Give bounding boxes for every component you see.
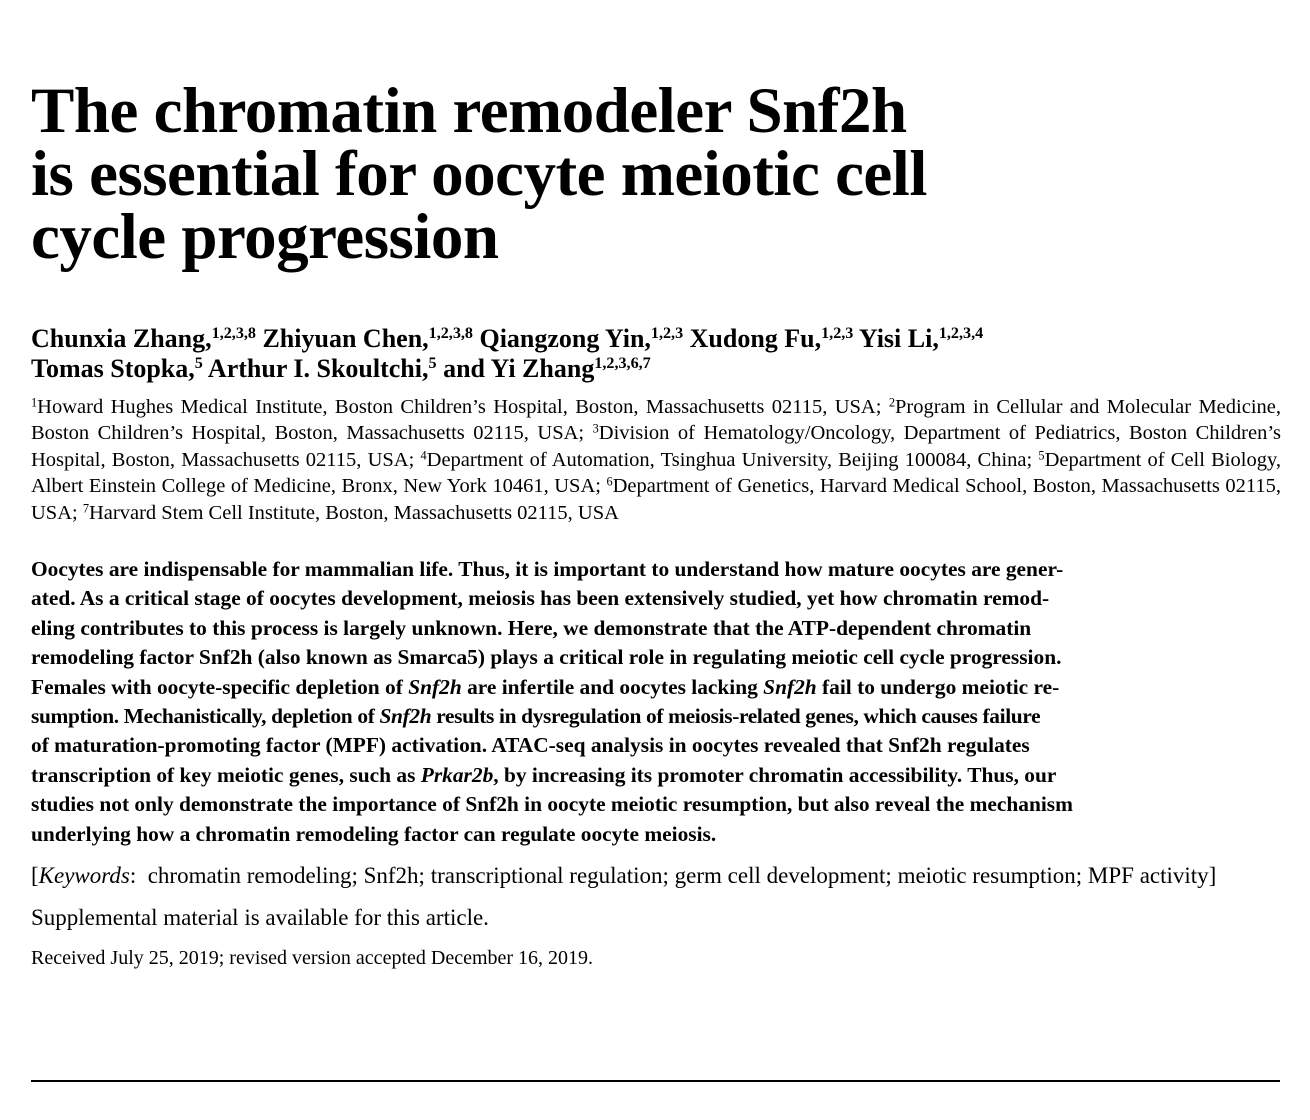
- author-line: [31, 324, 1281, 354]
- abstract-line: ated. As a critical stage of oocytes development, meiosis has been extensively studied, yet how chromatin remod-: [31, 586, 1050, 611]
- abstract-text: fail to undergo meiotic re-: [816, 674, 1060, 699]
- author-affiliation-marker: 1,2,3,4: [938, 325, 984, 343]
- keywords-text: chromatin remodeling; Snf2h; transcriptional regulation; germ cell development; meiotic resumption; MPF activity]: [147, 863, 1217, 889]
- received-dates: Received July 25, 2019; revised version accepted December 16, 2019.: [31, 947, 594, 970]
- gene-name: Snf2h: [763, 674, 817, 699]
- abstract-line: eling contributes to this process is largely unknown. Here, we demonstrate that the ATP-dependent chromatin: [31, 615, 1032, 640]
- affiliation-marker: 5: [1038, 448, 1045, 463]
- affiliation-text: Department of Automation, Tsinghua University, Beijing 100084, China;: [426, 448, 1039, 471]
- title-line: cycle progression: [31, 201, 499, 273]
- abstract-text: , by increasing its promoter chromatin accessibility. Thus, our: [493, 762, 1057, 787]
- affiliation-text: Department of Cell Biology, Albert Einstein College of Medicine, Bronx, New York 10461, USA;: [31, 448, 1281, 498]
- affiliation-marker: 1: [31, 395, 38, 410]
- affiliation-text: Program in Cellular and Molecular Medicine, Boston Children’s Hospital, Boston, Massachusetts 02115, USA;: [31, 396, 1281, 445]
- gene-name: Snf2h: [408, 674, 462, 699]
- author-name: Qiangzong Yin,: [479, 324, 651, 353]
- abstract-line: [31, 702, 1281, 731]
- author-affiliation-marker: 1,2,3: [650, 325, 684, 343]
- keywords-separator: :: [129, 863, 148, 889]
- author-name: Yisi Li,: [858, 324, 939, 353]
- abstract-line: studies not only demonstrate the importance of Snf2h in oocyte meiotic resumption, but also reveal the mechanism: [31, 792, 1073, 817]
- author-affiliation-marker: 1,2,3: [821, 325, 854, 343]
- keywords-bracket: [: [31, 863, 39, 889]
- abstract-line: underlying how a chromatin remodeling factor can regulate oocyte meiosis.: [31, 821, 717, 846]
- affiliation-marker: 4: [420, 448, 427, 463]
- divider-rule: [31, 1080, 1280, 1082]
- author-affiliation-marker: 5: [428, 355, 437, 373]
- abstract-text: Females with oocyte-specific depletion of: [31, 674, 409, 699]
- abstract-line: remodeling factor Snf2h (also known as Smarca5) plays a critical role in regulating meiotic cell cycle progression.: [31, 645, 1062, 670]
- author-affiliation-marker: 1,2,3,8: [428, 325, 473, 343]
- author-affiliation-marker: 1,2,3,6,7: [594, 355, 651, 373]
- abstract-text: transcription of key meiotic genes, such as: [31, 762, 421, 787]
- article-title: [31, 75, 1281, 273]
- title-line: The chromatin remodeler Snf2h: [31, 75, 907, 147]
- author-affiliation-marker: 1,2,3,8: [211, 325, 256, 343]
- affiliation-text: Harvard Stem Cell Institute, Boston, Massachusetts 02115, USA: [89, 501, 619, 524]
- affiliation-text: Department of Genetics, Harvard Medical School, Boston, Massachusetts 02115, USA;: [31, 475, 1281, 524]
- author-name: Tomas Stopka,: [31, 354, 195, 383]
- gene-name: Snf2h: [379, 704, 432, 729]
- article-front-page: [31, 75, 1281, 971]
- abstract-text: sumption. Mechanistically, depletion of: [31, 704, 380, 729]
- author-affiliation-marker: 5: [194, 355, 203, 373]
- abstract-line: [31, 761, 1281, 790]
- author-name: and Yi Zhang: [443, 354, 595, 383]
- supplemental-note: Supplemental material is available for this article.: [31, 905, 489, 931]
- abstract-line: [31, 673, 1281, 702]
- author-name: Zhiyuan Chen,: [262, 324, 429, 353]
- affiliation-text: Howard Hughes Medical Institute, Boston Children’s Hospital, Boston, Massachusetts 02115, USA;: [37, 396, 889, 418]
- abstract-text: are infertile and oocytes lacking: [461, 674, 764, 699]
- abstract-line: Oocytes are indispensable for mammalian life. Thus, it is important to understand how mature oocytes are gener-: [31, 557, 1064, 582]
- affiliations: [31, 394, 1281, 526]
- abstract-text: results in dysregulation of meiosis-related genes, which causes failure: [431, 704, 1041, 729]
- abstract: [31, 555, 1281, 849]
- keywords: [31, 861, 1281, 891]
- affiliation-marker: 6: [606, 474, 613, 489]
- author-name: Arthur I. Skoultchi,: [207, 354, 429, 383]
- author-line: [31, 354, 1281, 384]
- author-name: Chunxia Zhang,: [31, 324, 212, 353]
- keywords-label: Keywords: [38, 863, 130, 889]
- affiliation-marker: 2: [888, 395, 895, 410]
- affiliation-text: Division of Hematology/Oncology, Department of Pediatrics, Boston Children’s Hospital, Boston, Massachusetts 02115, USA;: [31, 422, 1281, 471]
- abstract-line: of maturation-promoting factor (MPF) activation. ATAC-seq analysis in oocytes revealed that Snf2h regulates: [31, 733, 1030, 758]
- author-name: Xudong Fu,: [689, 324, 822, 353]
- title-line: is essential for oocyte meiotic cell: [31, 138, 927, 210]
- affiliation-marker: 3: [592, 421, 599, 436]
- author-list: [31, 324, 1281, 384]
- gene-name: Prkar2b: [420, 762, 494, 787]
- affiliation-marker: 7: [82, 500, 89, 515]
